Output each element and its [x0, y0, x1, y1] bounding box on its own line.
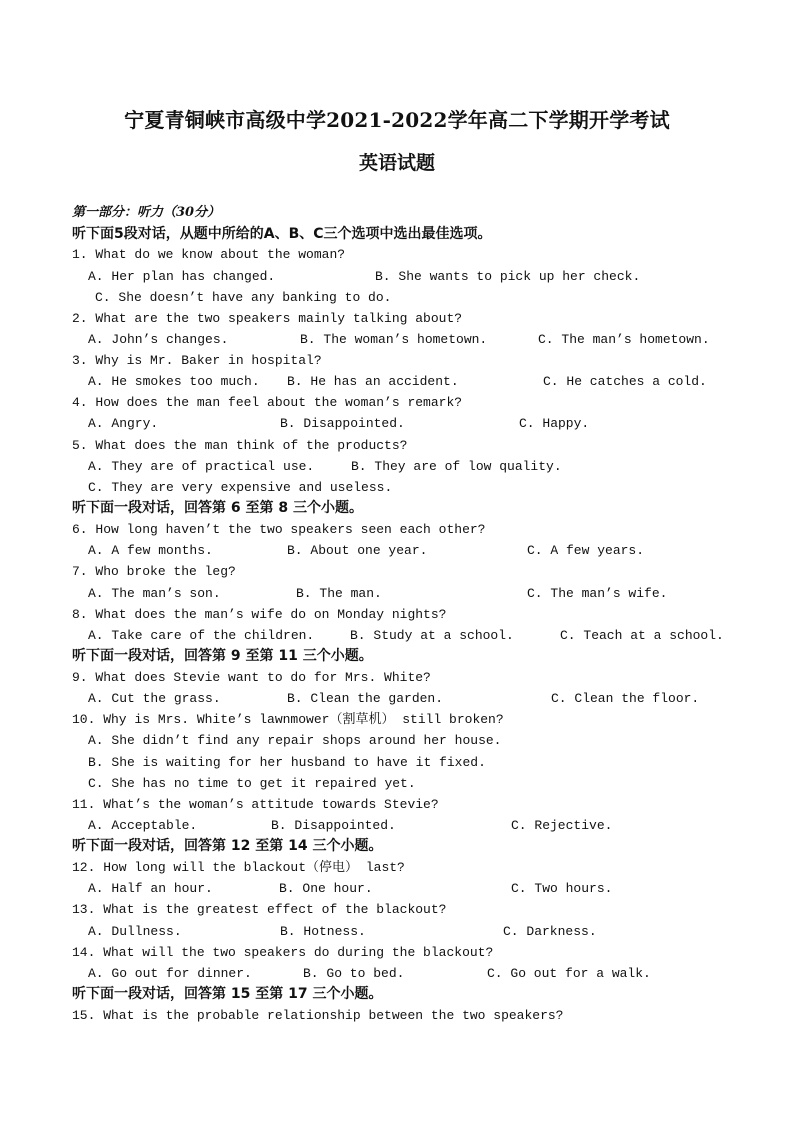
instruction-2: 听下面一段对话，回答第 6 至第 8 三个小题。: [72, 500, 363, 516]
q5-option-c: C. They are very expensive and useless.: [88, 480, 393, 495]
instruction-1: 听下面5段对话，从题中所给的A、B、C三个选项中选出最佳选项。: [72, 226, 492, 242]
q1-option-c: C. She doesn’t have any banking to do.: [95, 290, 392, 305]
q6-option-a: A. A few months.: [88, 543, 213, 558]
question-13: 13. What is the greatest effect of the blackout?: [72, 902, 447, 917]
question-2: 2. What are the two speakers mainly talking about?: [72, 311, 463, 326]
q3-option-b: B. He has an accident.: [287, 374, 459, 389]
q8-option-a: A. Take care of the children.: [88, 628, 315, 643]
question-1: 1. What do we know about the woman?: [72, 247, 346, 262]
q4-option-c: C. Happy.: [519, 416, 590, 431]
q9-option-c: C. Clean the floor.: [551, 691, 700, 706]
question-10: 10. Why is Mrs. White’s lawnmower（割草机） still broken?: [72, 712, 504, 727]
question-8: 8. What does the man’s wife do on Monday nights?: [72, 607, 447, 622]
q10-option-a: A. She didn’t find any repair shops around her house.: [88, 733, 502, 748]
q6-option-b: B. About one year.: [287, 543, 428, 558]
question-3: 3. Why is Mr. Baker in hospital?: [72, 353, 322, 368]
q14-option-b: B. Go to bed.: [303, 966, 405, 981]
q5-option-a: A. They are of practical use.: [88, 459, 315, 474]
question-4: 4. How does the man feel about the woman’s remark?: [72, 395, 463, 410]
q2-option-a: A. John’s changes.: [88, 332, 229, 347]
q4-option-a: A. Angry.: [88, 416, 159, 431]
q2-option-c: C. The man’s hometown.: [538, 332, 710, 347]
q12-option-a: A. Half an hour.: [88, 881, 213, 896]
q9-option-b: B. Clean the garden.: [287, 691, 444, 706]
instruction-5: 听下面一段对话，回答第 15 至第 17 三个小题。: [72, 986, 383, 1002]
q3-option-c: C. He catches a cold.: [543, 374, 707, 389]
q11-option-c: C. Rejective.: [511, 818, 613, 833]
instruction-3: 听下面一段对话，回答第 9 至第 11 三个小题。: [72, 648, 373, 664]
q8-option-b: B. Study at a school.: [350, 628, 514, 643]
question-7: 7. Who broke the leg?: [72, 564, 236, 579]
q10-option-b: B. She is waiting for her husband to have it fixed.: [88, 755, 486, 770]
q12-option-c: C. Two hours.: [511, 881, 613, 896]
q5-option-b: B. They are of low quality.: [351, 459, 562, 474]
q7-option-a: A. The man’s son.: [88, 586, 221, 601]
q1-option-a: A. Her plan has changed.: [88, 269, 276, 284]
q3-option-a: A. He smokes too much.: [88, 374, 260, 389]
q13-option-b: B. Hotness.: [280, 924, 366, 939]
q13-option-c: C. Darkness.: [503, 924, 597, 939]
q8-option-c: C. Teach at a school.: [560, 628, 724, 643]
q11-option-a: A. Acceptable.: [88, 818, 198, 833]
q6-option-c: C. A few years.: [527, 543, 645, 558]
question-9: 9. What does Stevie want to do for Mrs. White?: [72, 670, 431, 685]
question-5: 5. What does the man think of the products?: [72, 438, 408, 453]
instruction-4: 听下面一段对话，回答第 12 至第 14 三个小题。: [72, 838, 383, 854]
q1-option-b: B. She wants to pick up her check.: [375, 269, 641, 284]
q11-option-b: B. Disappointed.: [271, 818, 396, 833]
q9-option-a: A. Cut the grass.: [88, 691, 221, 706]
q12-option-b: B. One hour.: [279, 881, 373, 896]
q7-option-b: B. The man.: [296, 586, 382, 601]
section-heading: 第一部分：听力（30分）: [72, 205, 221, 220]
exam-title: 宁夏青铜峡市高级中学2021-2022学年高二下学期开学考试: [124, 108, 670, 132]
question-6: 6. How long haven’t the two speakers seen each other?: [72, 522, 486, 537]
question-14: 14. What will the two speakers do during the blackout?: [72, 945, 494, 960]
question-12: 12. How long will the blackout（停电） last?: [72, 860, 405, 875]
question-15: 15. What is the probable relationship between the two speakers?: [72, 1008, 564, 1023]
q7-option-c: C. The man’s wife.: [527, 586, 668, 601]
q13-option-a: A. Dullness.: [88, 924, 182, 939]
question-11: 11. What’s the woman’s attitude towards Stevie?: [72, 797, 439, 812]
q10-option-c: C. She has no time to get it repaired yet.: [88, 776, 416, 791]
q14-option-a: A. Go out for dinner.: [88, 966, 252, 981]
q2-option-b: B. The woman’s hometown.: [300, 332, 488, 347]
q14-option-c: C. Go out for a walk.: [487, 966, 651, 981]
q4-option-b: B. Disappointed.: [280, 416, 405, 431]
exam-subtitle: 英语试题: [358, 152, 435, 174]
